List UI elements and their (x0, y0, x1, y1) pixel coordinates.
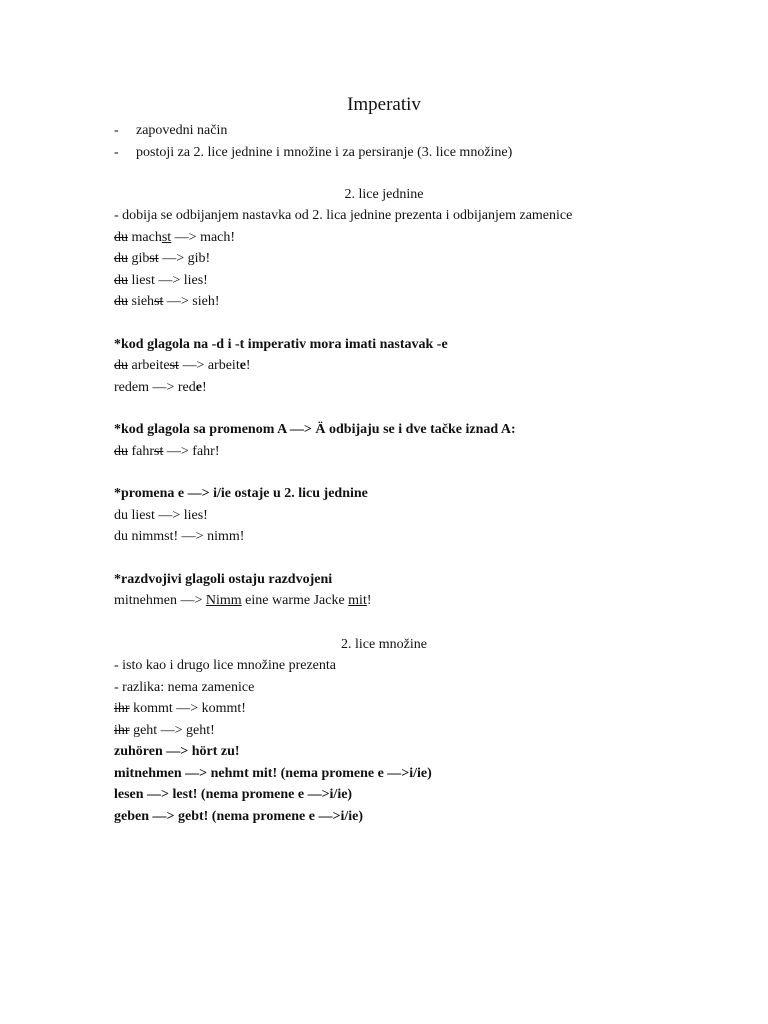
bold-example: lesen —> lest! (nema promene e —>i/ie) (114, 787, 353, 802)
struck-pronoun: ihr (114, 701, 130, 716)
struck-pronoun: du (114, 251, 128, 266)
example-text: mitnehmen —> (114, 593, 206, 608)
example-text: —> mach! (171, 229, 236, 245)
example-text: ! (245, 358, 251, 373)
rule-heading: *kod glagola sa promenom A —> Ä odbijaju se i dve tačke iznad A: (114, 422, 516, 437)
example-text: kommt —> kommt! (129, 701, 246, 716)
example-text: —> arbeit (178, 358, 240, 373)
bold-ending: e (195, 379, 202, 395)
example-line (114, 355, 734, 377)
struck-ending: st (149, 251, 159, 266)
example-line (114, 720, 734, 742)
intro-bullet-list (114, 120, 734, 164)
bold-example: zuhören —> hört zu! (114, 744, 240, 759)
section-singular (114, 184, 734, 612)
struck-pronoun: du (114, 358, 128, 373)
bold-example: geben —> gebt! (nema promene e —>i/ie) (114, 808, 363, 824)
section-intro: - razlika: nema zamenice (114, 679, 255, 695)
example-line (114, 270, 734, 292)
example-line: du nimmst! —> nimm! (114, 529, 245, 544)
example-text: liest —> lies! (128, 272, 208, 288)
example-line (114, 441, 734, 463)
struck-pronoun: du (114, 294, 128, 309)
section-intro: - isto kao i drugo lice množine prezenta (114, 658, 336, 673)
struck-pronoun: du (114, 272, 128, 288)
example-line (114, 590, 734, 612)
underlined-ending: st (161, 229, 172, 245)
example-text: —> sieh! (163, 294, 220, 309)
example-line: du liest —> lies! (114, 507, 208, 523)
example-text: gib (128, 251, 150, 266)
example-line (114, 698, 734, 720)
example-text: sieh (128, 294, 155, 309)
struck-pronoun: ihr (114, 722, 130, 738)
example-text: —> gib! (158, 251, 211, 266)
underlined-word: Nimm (205, 593, 242, 608)
underlined-word: mit (348, 593, 367, 608)
example-text: fahr (128, 443, 155, 459)
bullet-text: zapovedni način (136, 123, 228, 138)
example-line (114, 377, 734, 399)
rule-heading: *promena e —> i/ie ostaje u 2. licu jednine (114, 486, 368, 501)
struck-pronoun: du (114, 229, 128, 245)
rule-heading: *razdvojivi glagoli ostaju razdvojeni (114, 571, 333, 587)
example-text: eine warme Jacke (241, 593, 349, 608)
section-heading: 2. lice množine (341, 637, 427, 652)
example-text: geht —> geht! (129, 722, 215, 738)
document-title: Imperativ (347, 94, 421, 115)
example-line (114, 248, 734, 270)
example-text: —> fahr! (163, 443, 220, 459)
bold-ending: e (239, 358, 246, 373)
bullet-item (114, 120, 734, 142)
bullet-item (114, 142, 734, 164)
struck-pronoun: du (114, 443, 128, 459)
section-heading: 2. lice jednine (344, 187, 424, 202)
section-plural (114, 634, 734, 827)
rule-heading: *kod glagola na -d i -t imperativ mora imati nastavak -e (114, 336, 448, 352)
struck-ending: st (154, 294, 164, 309)
example-line (114, 291, 734, 313)
example-text: arbeite (128, 358, 170, 373)
example-line (114, 227, 734, 249)
bold-example: mitnehmen —> nehmt mit! (nema promene e —>i/ie) (114, 765, 432, 781)
bullet-text: postoji za 2. lice jednine i množine i za persiranje (3. lice množine) (136, 145, 513, 160)
struck-ending: st (169, 358, 179, 373)
example-text: redem —> red (114, 379, 196, 395)
example-text: mach (128, 229, 162, 245)
section-intro: - dobija se odbijanjem nastavka od 2. lica jednine prezenta i odbijanjem zamenice (114, 208, 573, 223)
example-text: ! (366, 593, 372, 608)
struck-ending: st (154, 443, 164, 459)
bullet-dash: - (114, 123, 119, 138)
example-text: ! (201, 379, 207, 395)
bullet-dash: - (114, 145, 119, 160)
